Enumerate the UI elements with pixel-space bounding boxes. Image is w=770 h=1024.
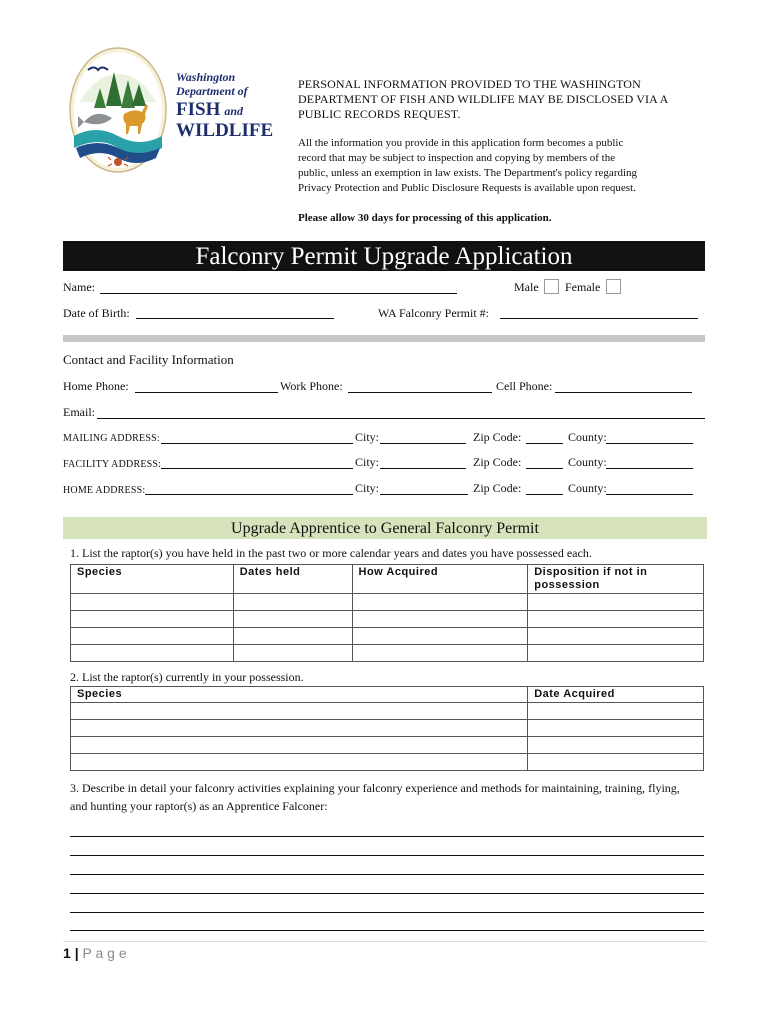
logo-department-text: Department of [176, 84, 248, 98]
home-zip-field[interactable] [526, 494, 563, 495]
answer-line[interactable] [70, 874, 704, 875]
female-checkbox[interactable] [606, 279, 621, 294]
email-field[interactable] [97, 418, 705, 419]
raptors-current-table [70, 686, 704, 771]
facility-city-label: City: [355, 455, 380, 469]
cell-phone-field[interactable] [555, 392, 692, 393]
table-row [71, 645, 704, 662]
work-phone-label: Work Phone: [280, 379, 343, 393]
male-label: Male [514, 280, 539, 294]
logo-wildlife-text: WILDLIFE [176, 120, 274, 141]
table-row [71, 594, 704, 611]
col-date-acquired: Date Acquired [528, 687, 704, 703]
permit-number-label: WA Falconry Permit #: [378, 306, 489, 320]
raptors-held-table [70, 564, 704, 662]
name-field[interactable] [100, 293, 457, 294]
page-footer [63, 945, 127, 961]
section-divider [63, 335, 705, 342]
privacy-notice-body: All the information you provide in this application form becomes a public record that may be subject to inspection and copying by members of the public, unless an exemption in law exists. The Department's policy regarding Privacy Protection and Public Disclosure Requests is available upon request. [298, 137, 638, 194]
mailing-zip-label: Zip Code: [473, 430, 522, 444]
col-current-species: Species [71, 687, 528, 703]
question-3: 3. Describe in detail your falconry activities explaining your falconry experience and methods for maintaining, training, flying, and hunting your raptor(s) as an Apprentice Falconer: [70, 781, 680, 813]
answer-line[interactable] [70, 855, 704, 856]
form-title-bar [63, 241, 705, 271]
facility-address-field[interactable] [161, 468, 353, 469]
mailing-address-field[interactable] [161, 443, 353, 444]
processing-time-notice: Please allow 30 days for processing of this application. [298, 212, 552, 224]
work-phone-field[interactable] [348, 392, 492, 393]
facility-address-label: FACILITY ADDRESS: [63, 459, 162, 470]
name-label: Name: [63, 280, 95, 294]
home-county-label: County: [568, 481, 607, 495]
home-phone-label: Home Phone: [63, 379, 129, 393]
wdfw-emblem [66, 44, 170, 176]
col-dates-held: Dates held [233, 565, 352, 594]
home-address-field[interactable] [145, 494, 353, 495]
male-checkbox[interactable] [544, 279, 559, 294]
table-row [71, 628, 704, 645]
mailing-city-label: City: [355, 430, 380, 444]
table-row [71, 720, 704, 737]
home-city-label: City: [355, 481, 380, 495]
table-row [71, 703, 704, 720]
mailing-county-field[interactable] [606, 443, 693, 444]
home-zip-label: Zip Code: [473, 481, 522, 495]
facility-city-field[interactable] [380, 468, 466, 469]
col-how-acquired: How Acquired [352, 565, 528, 594]
logo-fish-text: FISH [176, 99, 221, 120]
mailing-city-field[interactable] [380, 443, 466, 444]
facility-zip-field[interactable] [526, 468, 563, 469]
female-label: Female [565, 280, 601, 294]
contact-section-heading: Contact and Facility Information [63, 352, 234, 367]
wdfw-logo [66, 44, 274, 176]
home-phone-field[interactable] [135, 392, 278, 393]
answer-line[interactable] [70, 893, 704, 894]
facility-county-field[interactable] [606, 468, 693, 469]
cell-phone-label: Cell Phone: [496, 379, 553, 393]
table-row [71, 611, 704, 628]
dob-field[interactable] [136, 318, 334, 319]
table-row [71, 754, 704, 771]
home-address-label: HOME ADDRESS: [63, 485, 146, 496]
mailing-zip-field[interactable] [526, 443, 563, 444]
home-city-field[interactable] [380, 494, 468, 495]
permit-number-field[interactable] [500, 318, 698, 319]
page-number: 1 [63, 945, 71, 961]
question-1: 1. List the raptor(s) you have held in the past two or more calendar years and dates you have possessed each. [70, 546, 592, 560]
form-title: Falconry Permit Upgrade Application [195, 243, 573, 270]
footer-divider [63, 941, 707, 942]
email-label: Email: [63, 405, 95, 419]
question-2: 2. List the raptor(s) currently in your possession. [70, 670, 304, 684]
logo-washington-text: Washington [176, 70, 236, 84]
dob-label: Date of Birth: [63, 306, 130, 320]
mailing-county-label: County: [568, 430, 607, 444]
answer-line[interactable] [70, 930, 704, 931]
answer-line[interactable] [70, 912, 704, 913]
facility-county-label: County: [568, 455, 607, 469]
answer-line[interactable] [70, 836, 704, 837]
table-row [71, 737, 704, 754]
col-disposition: Disposition if not in possession [528, 565, 704, 594]
logo-and-text: and [224, 104, 244, 118]
col-species: Species [71, 565, 234, 594]
upgrade-section-bar [63, 517, 707, 539]
facility-zip-label: Zip Code: [473, 455, 522, 469]
privacy-notice-heading: PERSONAL INFORMATION PROVIDED TO THE WASHINGTON DEPARTMENT OF FISH AND WILDLIFE MAY BE DISCLOSED VIA A PUBLIC RECORDS REQUEST. [298, 77, 668, 121]
page-word: P a g e [82, 945, 127, 961]
mailing-address-label: MAILING ADDRESS: [63, 433, 160, 444]
upgrade-section-heading: Upgrade Apprentice to General Falconry Permit [231, 520, 539, 537]
page-separator: | [74, 945, 79, 961]
home-county-field[interactable] [606, 494, 693, 495]
